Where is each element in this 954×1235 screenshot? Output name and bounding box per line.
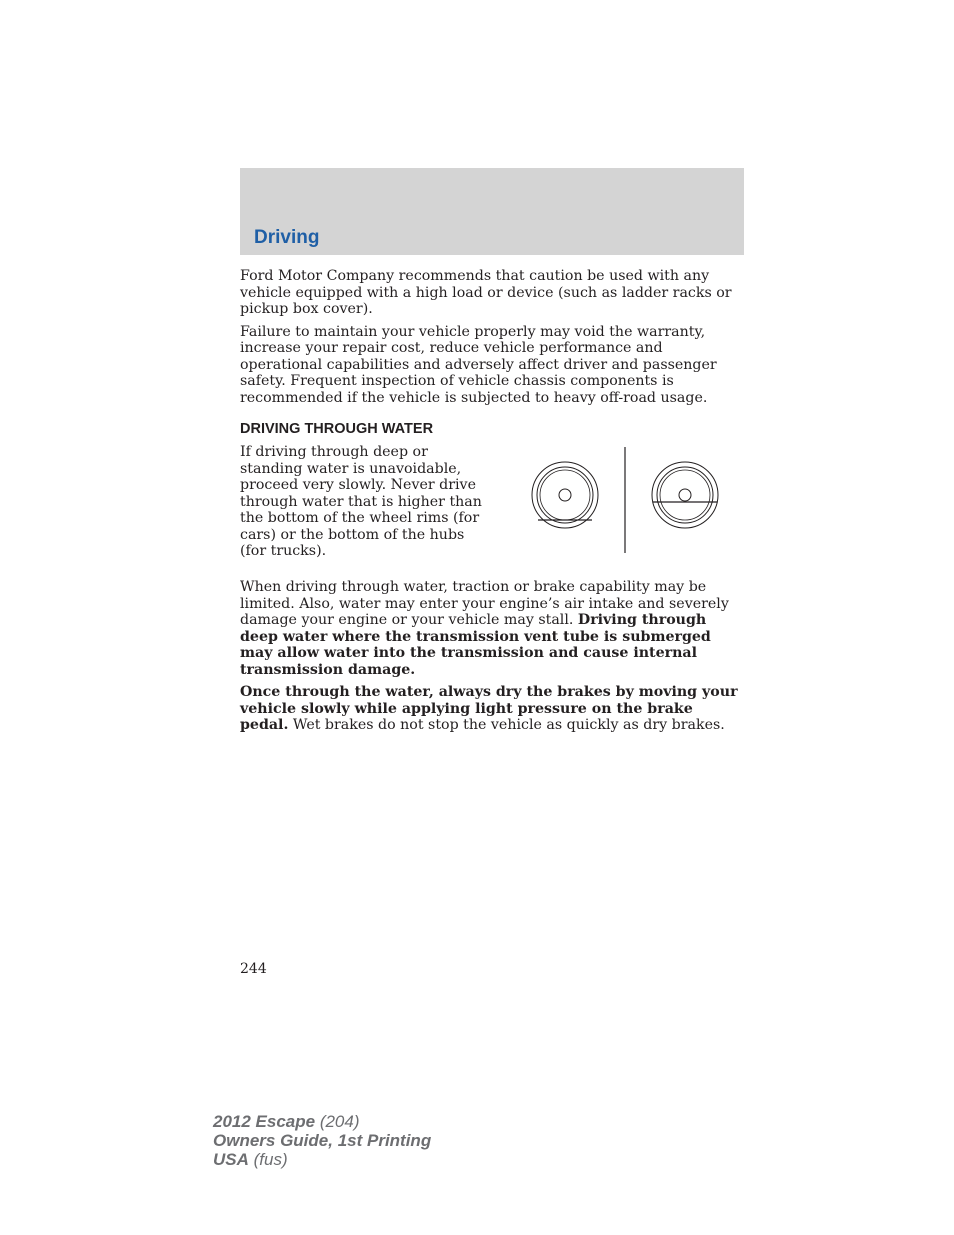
footer-guide: Owners Guide, 1st Printing [213,1131,432,1150]
footer-market-code: (fus) [248,1150,288,1169]
footer-line-2 [213,1131,431,1150]
water-instruction-block [240,444,746,579]
page-number: 244 [240,961,267,977]
water-paragraph-2 [240,579,746,678]
water-paragraph-2-text: When driving through water, traction or brake capability may be limited. Also, water may enter your engine’s air intake and severely damage your engine or your vehicle may stall. [240,579,729,628]
water-paragraph-3-text: Wet brakes do not stop the vehicle as quickly as dry brakes. [288,717,725,733]
intro-paragraph-2: Failure to maintain your vehicle properly may void the warranty, increase your repair cost, reduce vehicle performance and operational capabilities and adversely affect driver and passenger safety. Frequent inspection of vehicle chassis components is recommended if the vehicle is subjected to heavy off-road usage. [240,323,717,406]
water-paragraph-2-warning: Driving through deep water where the transmission vent tube is submerged may allow water into the transmission and cause internal transmission damage. [240,612,711,678]
water-paragraph-1: If driving through deep or standing water is unavoidable, proceed very slowly. Never drive through water that is higher than the bottom of the wheel rims (for cars) or the bottom of the hubs (for trucks). [240,444,482,559]
page-content [240,268,746,740]
footer-model-code: (204) [315,1112,360,1131]
footer-model: 2012 Escape [213,1112,316,1131]
water-paragraph-3 [240,684,746,734]
section-header-band [240,168,744,255]
water-paragraph-3-warning: Once through the water, always dry the brakes by moving your vehicle slowly while applying light pressure on the brake pedal. [240,684,738,733]
section-title: Driving [254,227,320,248]
intro-paragraph-1: Ford Motor Company recommends that caution be used with any vehicle equipped with a high load or device (such as ladder racks or pickup box cover). [240,268,732,317]
wheel-water-level-illustration [530,447,730,555]
document-footer [213,1112,431,1169]
car-wheel-diagram [532,462,598,528]
water-section-heading: DRIVING THROUGH WATER [240,421,434,437]
truck-wheel-diagram [652,462,718,528]
footer-line-1 [213,1112,431,1131]
footer-line-3 [213,1150,431,1169]
footer-market: USA [213,1150,249,1169]
